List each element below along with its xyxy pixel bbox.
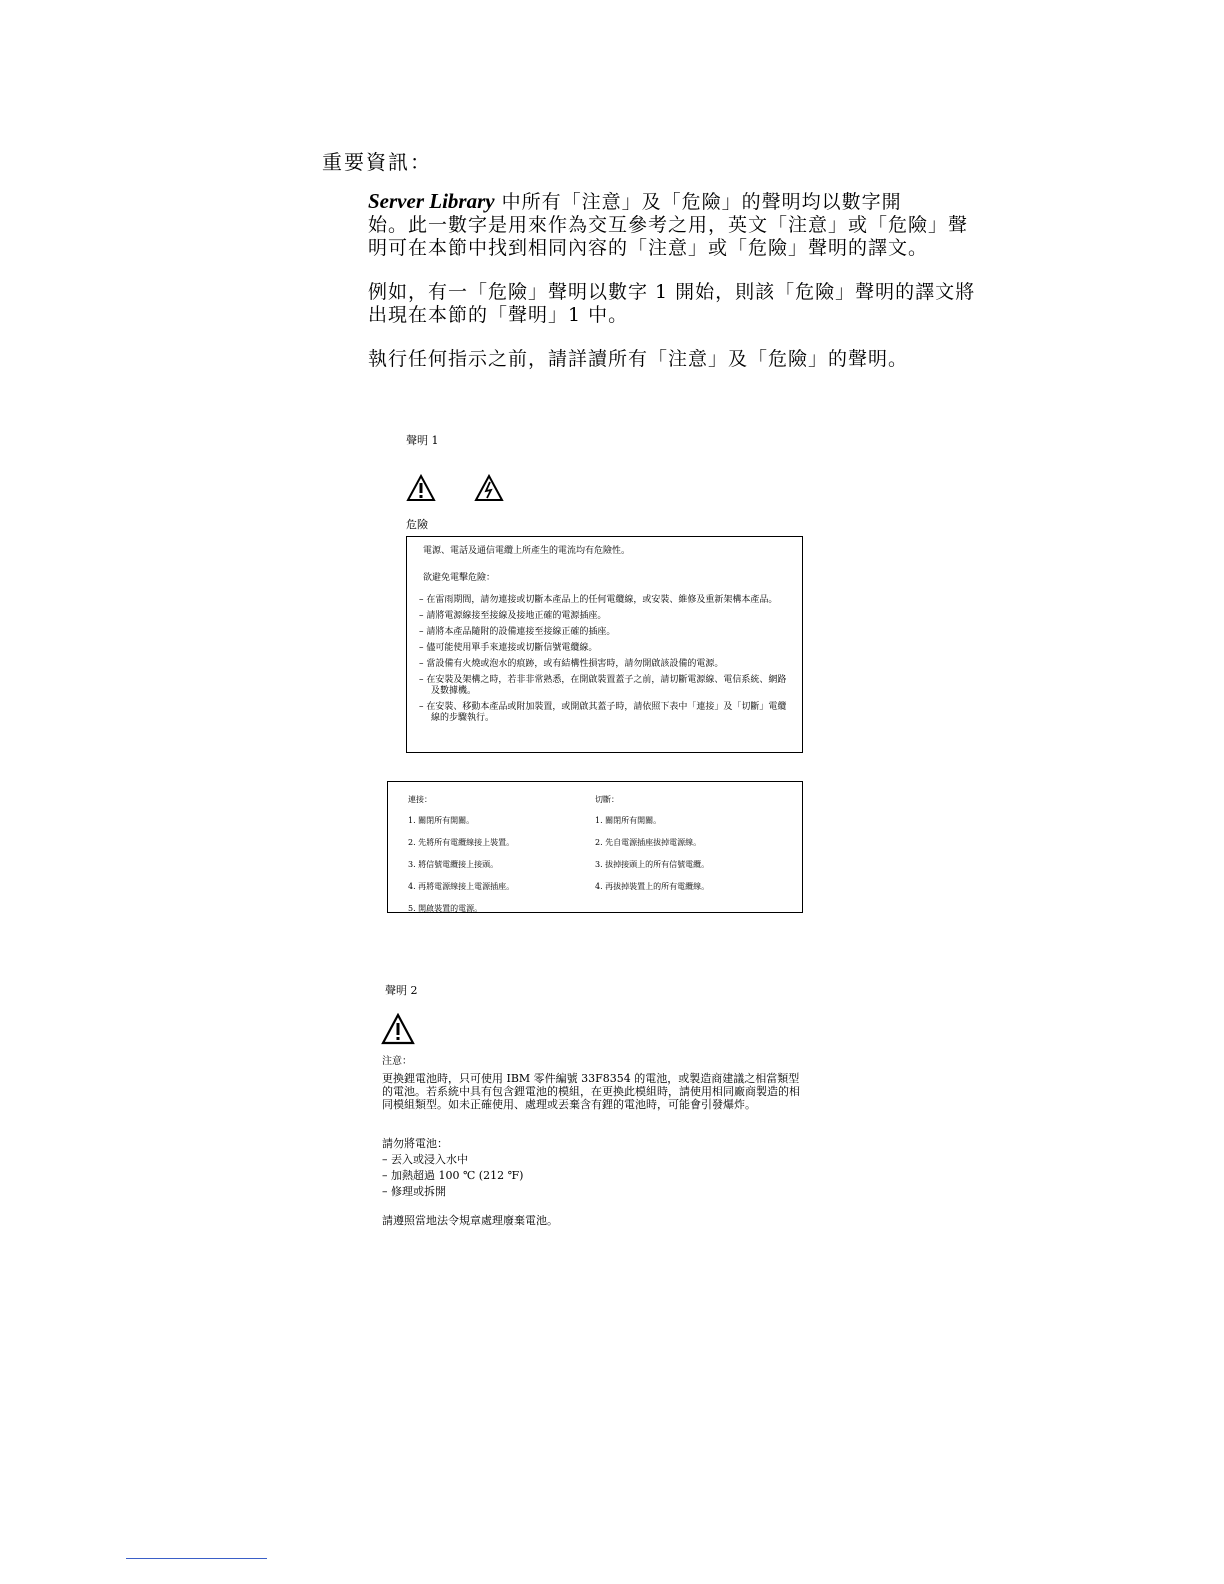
warning-triangle-icon: [381, 1013, 415, 1045]
danger-item: – 儘可能使用單手來連接或切斷信號電纜線。: [419, 643, 790, 654]
caution-text: 更換鋰電池時，只可使用 IBM 零件編號 33F8354 的電池，或製造商建議之相當類型的電池。若系統中具有包含鋰電池的模組，在更換此模組時，請使用相同廠商製造的相同模組類型。如未正確使用、處理或丟棄含有鋰的電池時，可能會引發爆炸。: [382, 1072, 800, 1111]
electrical-hazard-icon: [474, 474, 504, 502]
danger-list: [419, 595, 790, 724]
connect-step: 5. 開啟裝置的電源。: [408, 904, 483, 913]
disconnect-column: [595, 794, 782, 900]
danger-label: 危險: [406, 518, 428, 531]
statement-2-label: 聲明 2: [385, 984, 418, 997]
battery-item: – 修理或拆開: [382, 1184, 807, 1200]
connect-column: [408, 794, 595, 913]
battery-item: – 加熱超過 100 ℃ (212 ℉): [382, 1168, 807, 1184]
caution-label: 注意：: [382, 1056, 412, 1067]
battery-item: – 丟入或浸入水中: [382, 1152, 807, 1168]
connect-step: 2. 先將所有電纜線接上裝置。: [408, 838, 515, 847]
dispose-text: 請遵照當地法令規章處理廢棄電池。: [382, 1214, 558, 1227]
connect-step: 3. 將信號電纜接上接頭。: [408, 860, 499, 869]
connect-step: 4. 再將電源線接上電源插座。: [408, 882, 515, 891]
intro-paragraph-2: 例如，有一「危險」聲明以數字 1 開始，則該「危險」聲明的譯文將 出現在本節的「聲明」1 中。: [368, 281, 976, 326]
battery-title: 請勿將電池：: [382, 1137, 448, 1150]
danger-item: – 當設備有火燒或泡水的痕跡，或有結構性損害時，請勿開啟該設備的電源。: [419, 659, 790, 670]
disconnect-step: 1. 關閉所有開關。: [595, 816, 662, 825]
danger-item: – 請將電源線接至接線及接地正確的電源插座。: [419, 611, 790, 622]
danger-box: [406, 536, 803, 753]
connect-disconnect-table: [387, 781, 803, 913]
danger-avoid: 欲避免電擊危險：: [423, 573, 496, 583]
disconnect-step: 2. 先自電源插座拔掉電源線。: [595, 838, 702, 847]
section-heading: 重要資訊：: [322, 150, 432, 174]
danger-item: – 在安裝、移動本產品或附加裝置，或開啟其蓋子時，請依照下表中「連接」及「切斷」電纜線的步驟執行。: [419, 702, 790, 724]
disconnect-step: 3. 拔掉接頭上的所有信號電纜。: [595, 860, 710, 869]
danger-item: – 請將本產品隨附的設備連接至接線正確的插座。: [419, 627, 790, 638]
disconnect-step: 4. 再拔掉裝置上的所有電纜線。: [595, 882, 710, 891]
danger-item: – 在安裝及架構之時，若非非常熟悉，在開啟裝置蓋子之前，請切斷電源線、電信系統、網路及數據機。: [419, 675, 790, 697]
intro-paragraph-1: Server Library 中所有「注意」及「危險」的聲明均以數字開 始。此一數字是用來作為交互參考之用，英文「注意」或「危險」聲 明可在本節中找到相同內容的「注意」或「危險」聲明的譯文。: [368, 189, 969, 259]
danger-intro: 電源、電話及通信電纜上所產生的電流均有危險性。: [423, 546, 631, 556]
warning-triangle-icon: [406, 474, 436, 502]
battery-list: [382, 1136, 807, 1200]
footnote-divider: [126, 1558, 267, 1559]
server-library-title: Server Library: [368, 189, 495, 213]
disconnect-title: 切斷：: [595, 795, 619, 804]
connect-title: 連接：: [408, 795, 432, 804]
intro-paragraph-3: 執行任何指示之前，請詳讀所有「注意」及「危險」的聲明。: [368, 348, 909, 370]
statement-1-label: 聲明 1: [406, 434, 439, 447]
connect-step: 1. 關閉所有開關。: [408, 816, 475, 825]
danger-item: – 在雷雨期間，請勿連接或切斷本產品上的任何電纜線，或安裝、維修及重新架構本產品。: [419, 595, 790, 606]
